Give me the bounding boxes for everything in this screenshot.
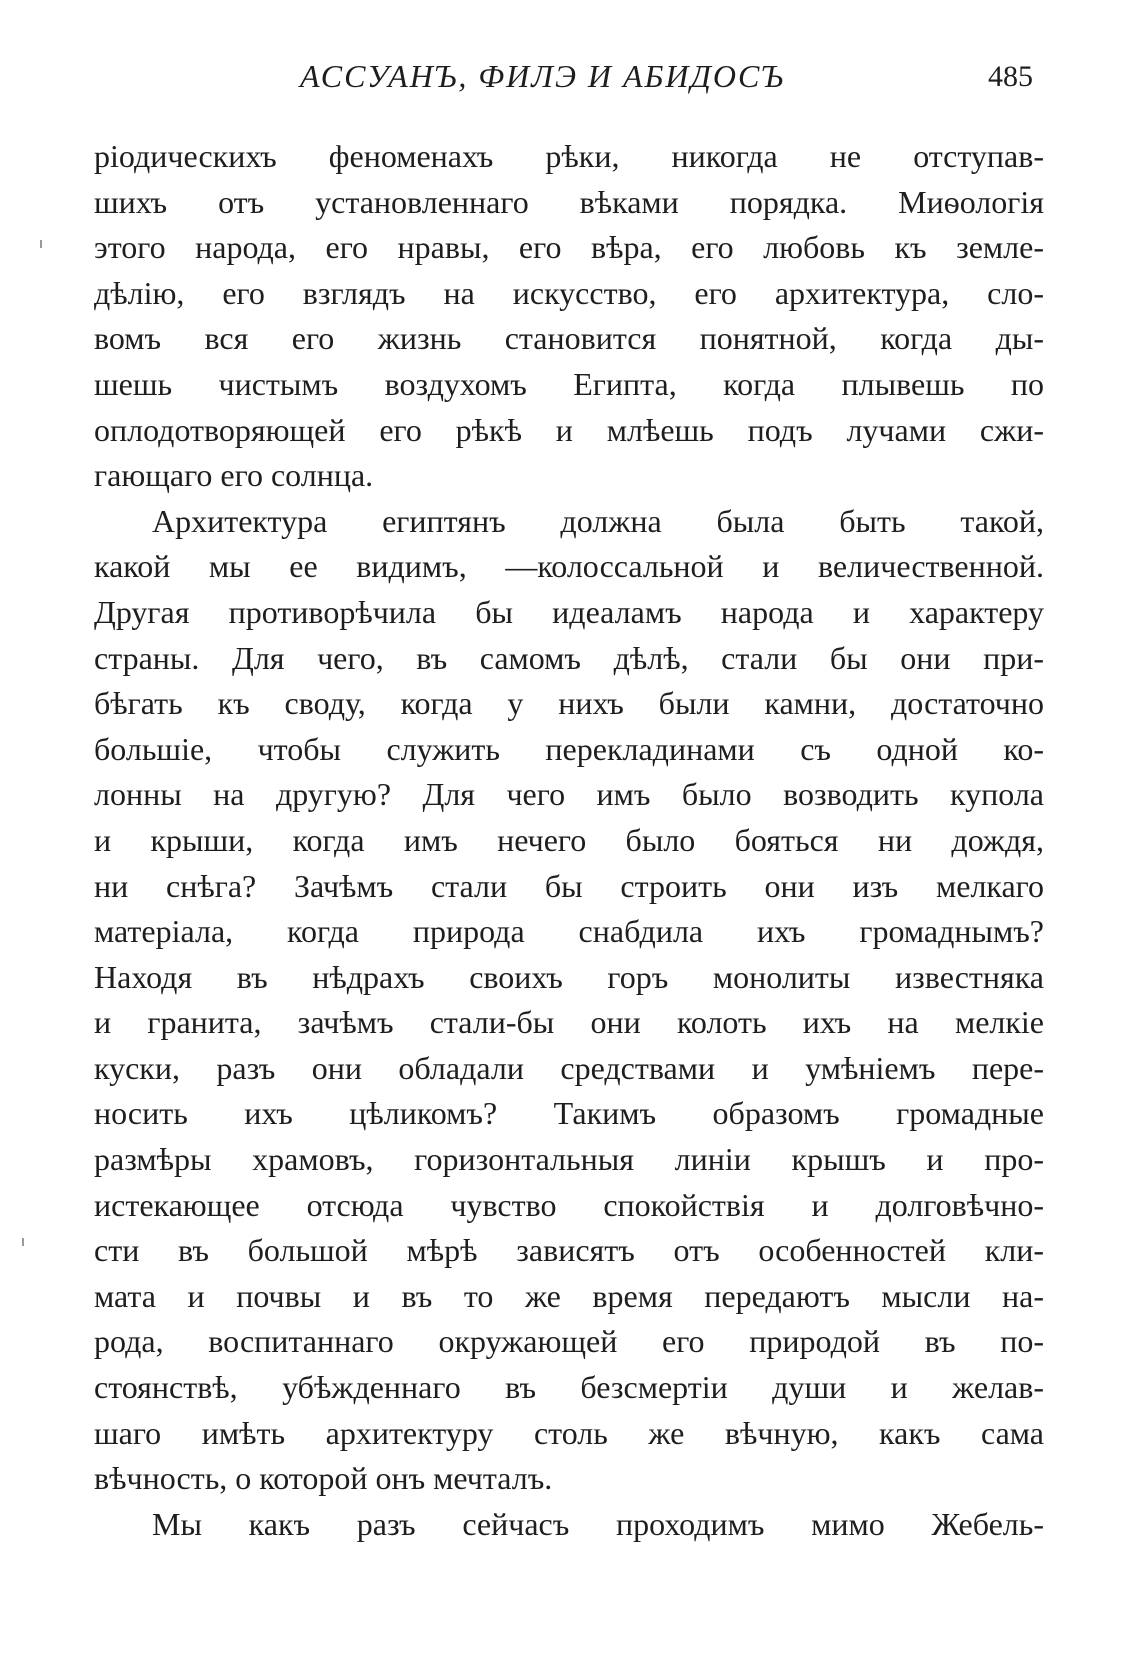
text-line: оплодотворяющей его рѣкѣ и млѣешь подъ лучами сжи- bbox=[94, 411, 1044, 448]
text-line: куски, разъ они обладали средствами и умѣніемъ пере- bbox=[94, 1049, 1044, 1086]
text-line: рода, воспитаннаго окружающей его природой въ по- bbox=[94, 1323, 1044, 1360]
text-line: стоянствѣ, убѣжденнаго въ безсмертіи души и желав- bbox=[94, 1369, 1044, 1406]
paragraph bbox=[94, 1502, 1044, 1548]
text-line: ни снѣга? Зачѣмъ стали бы строить они изъ мелкаго bbox=[94, 867, 1044, 904]
text-line: истекающее отсюда чувство спокойствія и долговѣчно- bbox=[94, 1186, 1044, 1223]
paragraph bbox=[94, 499, 1044, 1502]
text-line: Другая противорѣчила бы идеаламъ народа и характеру bbox=[94, 593, 1044, 630]
text-line: носить ихъ цѣликомъ? Такимъ образомъ громадные bbox=[94, 1095, 1044, 1132]
text-line: и гранита, зачѣмъ стали-бы они колоть ихъ на мелкіе bbox=[94, 1004, 1044, 1041]
text-line: Находя въ нѣдрахъ своихъ горъ монолиты известняка bbox=[94, 958, 1044, 995]
margin-speck bbox=[40, 240, 42, 248]
text-line: шаго имѣть архитектуру столь же вѣчную, какъ сама bbox=[94, 1414, 1044, 1451]
text-line: ріодическихъ феноменахъ рѣки, никогда не отступав- bbox=[94, 138, 1044, 174]
text-line: лонны на другую? Для чего имъ было возводить купола bbox=[94, 776, 1044, 813]
margin-speck bbox=[22, 1238, 24, 1246]
body-text bbox=[94, 134, 1044, 1547]
text-line: матеріала, когда природа снабдила ихъ громаднымъ? bbox=[94, 913, 1044, 950]
text-line: бѣгать къ своду, когда у нихъ были камни, достаточно bbox=[94, 685, 1044, 722]
text-line: дѣлію, его взглядъ на искусство, его архитектура, сло- bbox=[94, 274, 1044, 311]
page-number: 485 bbox=[988, 60, 1033, 93]
text-line: гающаго его солнца. bbox=[94, 457, 374, 494]
running-head bbox=[0, 58, 1140, 98]
running-title: АССУАНЪ, ФИЛЭ И АБИДОСЪ bbox=[300, 58, 785, 94]
text-line: шихъ отъ установленнаго вѣками порядка. Миѳологія bbox=[94, 183, 1044, 220]
text-line: и крыши, когда имъ нечего было бояться ни дождя, bbox=[94, 821, 1044, 858]
text-line: Архитектура египтянъ должна была быть такой, bbox=[152, 502, 1044, 539]
text-line: размѣры храмовъ, горизонтальныя линіи крышъ и про- bbox=[94, 1141, 1044, 1178]
text-line: этого народа, его нравы, его вѣра, его любовь къ земле- bbox=[94, 229, 1044, 266]
paragraph bbox=[94, 134, 1044, 499]
text-line: большіе, чтобы служить перекладинами съ одной ко- bbox=[94, 730, 1044, 767]
text-line: сти въ большой мѣрѣ зависятъ отъ особенностей кли- bbox=[94, 1232, 1044, 1269]
text-line: Мы какъ разъ сейчасъ проходимъ мимо Жебель- bbox=[152, 1505, 1044, 1542]
text-line: страны. Для чего, въ самомъ дѣлѣ, стали бы они при- bbox=[94, 639, 1044, 676]
text-line: вѣчность, о которой онъ мечталъ. bbox=[94, 1460, 553, 1497]
text-line: какой мы ее видимъ, —колоссальной и величественной. bbox=[94, 548, 1044, 585]
text-line: шешь чистымъ воздухомъ Египта, когда плывешь по bbox=[94, 365, 1044, 402]
text-line: вомъ вся его жизнь становится понятной, когда ды- bbox=[94, 320, 1044, 357]
text-line: мата и почвы и въ то же время передаютъ мысли на- bbox=[94, 1277, 1044, 1314]
